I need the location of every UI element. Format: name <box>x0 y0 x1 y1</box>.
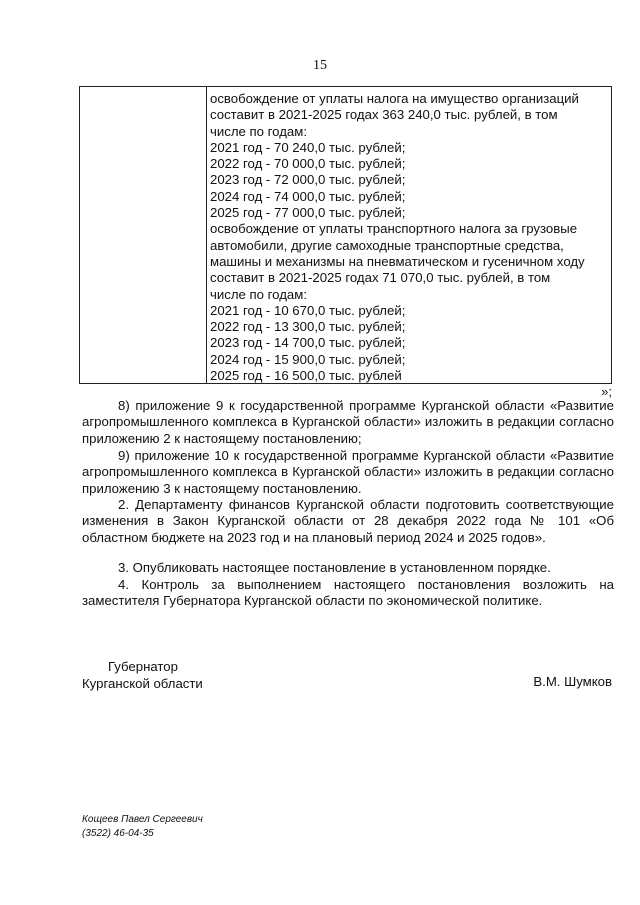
table-line: машины и механизмы на пневматическом и гусеничном ходу <box>210 253 585 269</box>
executor-phone: (3522) 46-04-35 <box>82 828 154 839</box>
table-line: 2023 год - 72 000,0 тыс. рублей; <box>210 172 406 188</box>
table-line: 2025 год - 16 500,0 тыс. рублей <box>210 368 402 384</box>
paragraph-item-9: 9) приложение 10 к государственной программе Курганской области «Развитие агропромышленного комплекса в Курганской области» изложить в редакции согласно приложению 3 к настоящему постановлению. <box>82 448 614 496</box>
table-line: 2021 год - 70 240,0 тыс. рублей; <box>210 139 406 155</box>
table-line: числе по годам: <box>210 286 307 302</box>
closing-quote: »; <box>601 384 612 399</box>
paragraph-item-8: 8) приложение 9 к государственной программе Курганской области «Развитие агропромышленного комплекса в Курганской области» изложить в редакции согласно приложению 2 к настоящему постановлению; <box>82 398 614 446</box>
table-line: освобождение от уплаты транспортного налога за грузовые <box>210 221 578 237</box>
table-line: 2022 год - 70 000,0 тыс. рублей; <box>210 156 406 172</box>
benefits-table <box>79 86 612 384</box>
table-line: 2022 год - 13 300,0 тыс. рублей; <box>210 319 406 335</box>
signature-title-line: Курганской области <box>82 676 203 691</box>
table-line: автомобили, другие самоходные транспортные средства, <box>210 237 564 253</box>
table-line: 2021 год - 10 670,0 тыс. рублей; <box>210 302 406 318</box>
table-line: составит в 2021-2025 годах 363 240,0 тыс. рублей, в том <box>210 107 558 123</box>
signature-name: В.М. Шумков <box>533 674 612 689</box>
page-number: 15 <box>313 58 327 73</box>
table-line: 2024 год - 15 900,0 тыс. рублей; <box>210 351 406 367</box>
signature-title-line: Губернатор <box>108 659 178 674</box>
table-line: 2025 год - 77 000,0 тыс. рублей; <box>210 205 406 221</box>
table-line: 2024 год - 74 000,0 тыс. рублей; <box>210 188 406 204</box>
executor-info <box>82 813 203 841</box>
table-line: освобождение от уплаты налога на имущество организаций <box>210 91 579 106</box>
paragraph-item-4: 4. Контроль за выполнением настоящего постановления возложить на заместителя Губернатора Курганской области по экономической политике. <box>82 577 614 609</box>
signature-title <box>82 658 203 692</box>
table-cell-text <box>210 91 610 384</box>
executor-name: Кощеев Павел Сергеевич <box>82 814 203 825</box>
table-line: числе по годам: <box>210 123 307 139</box>
table-line: 2023 год - 14 700,0 тыс. рублей; <box>210 335 406 351</box>
table-line: составит в 2021-2025 годах 71 070,0 тыс. рублей, в том <box>210 270 551 286</box>
table-column-divider <box>206 87 207 383</box>
paragraph-item-2: 2. Департаменту финансов Курганской области подготовить соответствующие изменения в Закон Курганской области от 28 декабря 2022 года № 101 «Об областном бюджете на 2023 год и на плановый период 2024 и 2025 годов». <box>82 497 614 545</box>
paragraph-item-3: 3. Опубликовать настоящее постановление в установленном порядке. <box>118 560 551 575</box>
